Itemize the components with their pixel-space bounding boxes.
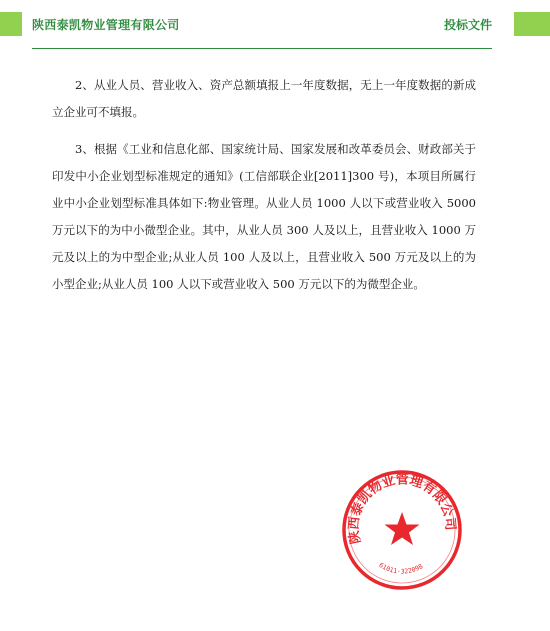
document-body <box>52 72 476 298</box>
seal-code: 61011·322098 <box>377 561 425 576</box>
seal-text: 陕西泰凯物业管理有限公司 <box>346 472 458 546</box>
header-divider <box>32 48 492 49</box>
paragraph-item-2: 2、从业人员、营业收入、资产总额填报上一年度数据，无上一年度数据的新成立企业可不填报。 <box>52 78 476 119</box>
page-header <box>0 12 550 36</box>
header-accent-left <box>0 12 22 36</box>
company-seal-stamp <box>340 468 464 592</box>
header-company-name: 陕西泰凯物业管理有限公司 <box>32 18 180 32</box>
header-doc-type: 投标文件 <box>443 18 492 32</box>
star-icon <box>385 512 420 545</box>
paragraph-item-3: 3、根据《工业和信息化部、国家统计局、国家发展和改革委员会、财政部关于印发中小企业划型标准规定的通知》(工信部联企业[2011]300 号)，本项目所属行业中小企业划型标准具体如下:物业管理。从业人员 1000 人以下或营业收入 5000 万元以下的为中小微型企业。其中，从业人员 300 人及以上，且营业收入 1000 万元及以上的为中型企业;从业人员 100 人及以上，且营业收入 500 万元及以上的为小型企业;从业人员 100 人以下或营业收入 500 万元以下的为微型企业。 <box>52 142 476 291</box>
header-accent-right <box>514 12 550 36</box>
